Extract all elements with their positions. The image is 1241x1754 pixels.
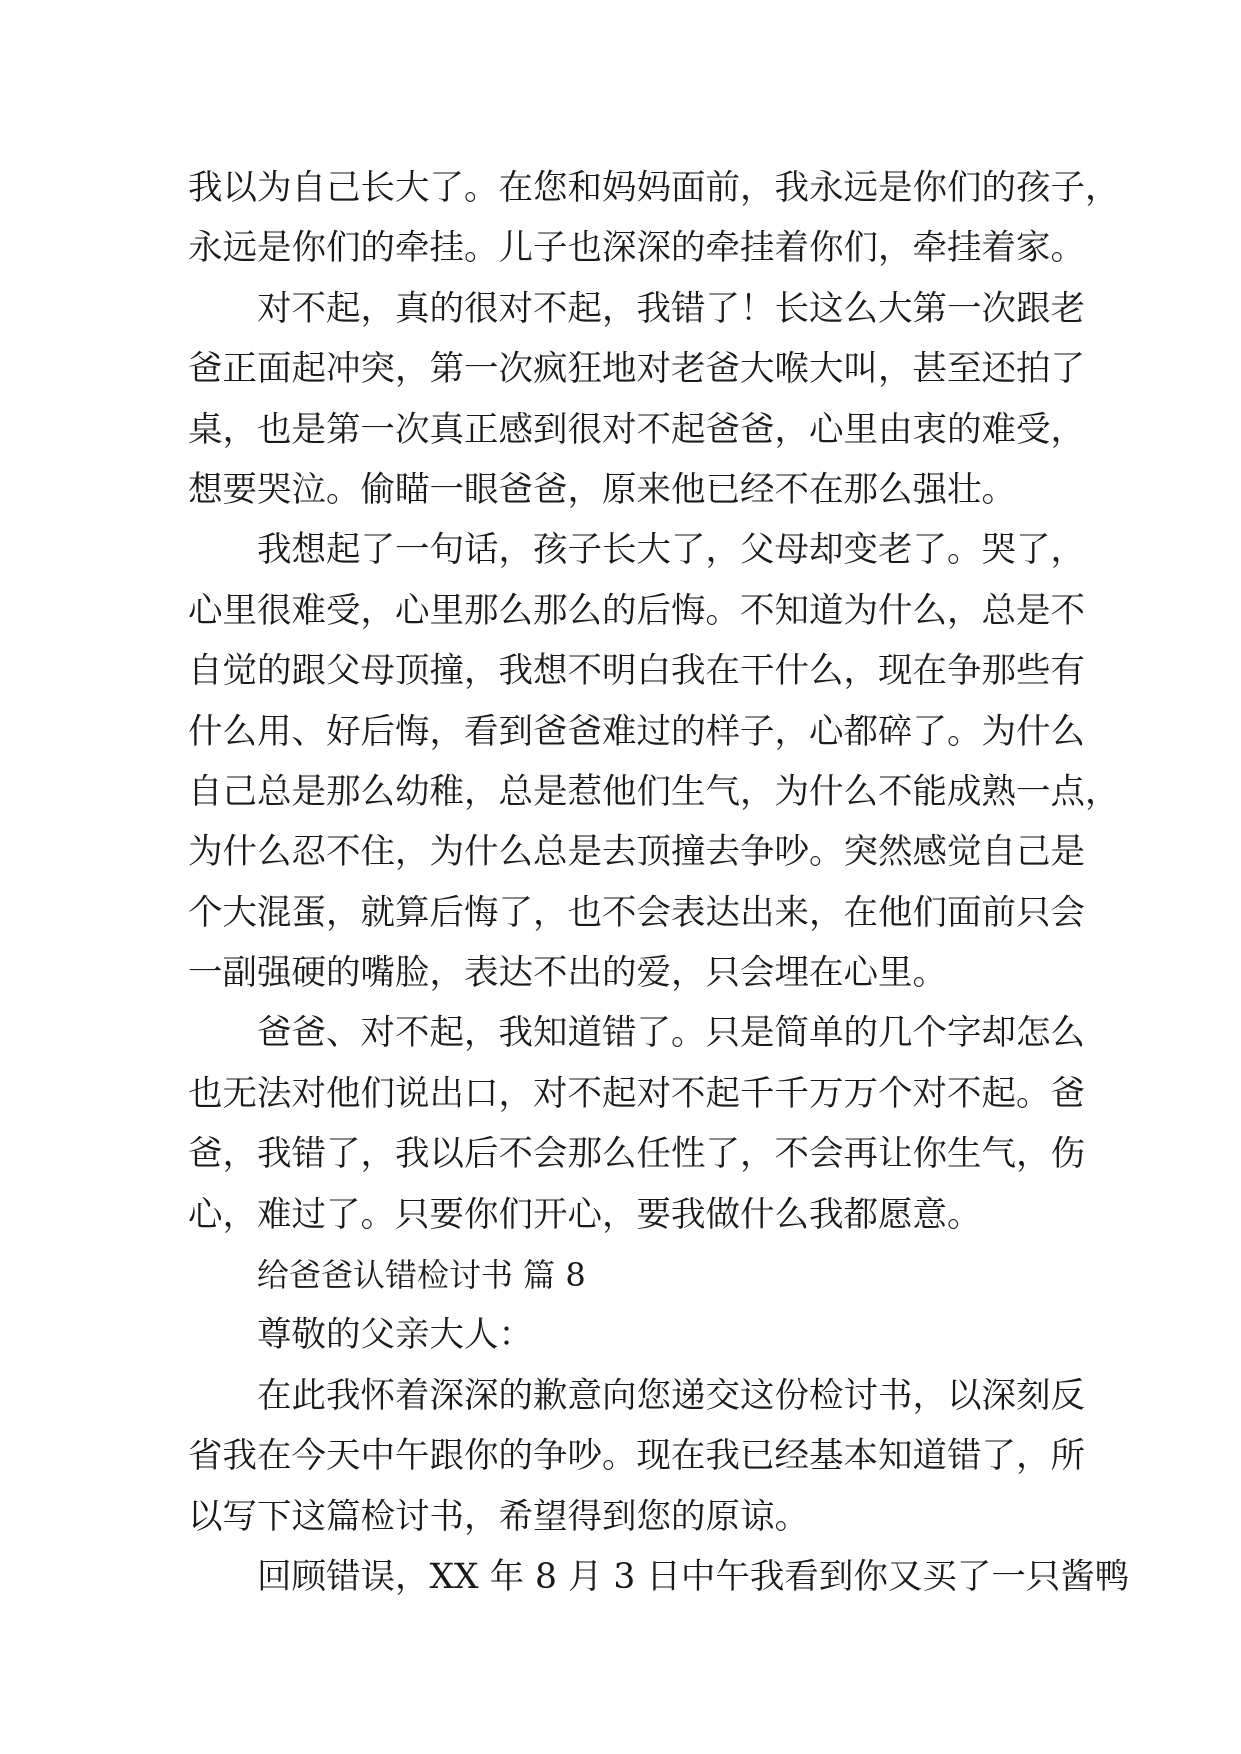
paragraph-start-line: 回顾错误，XX 年 8 月 3 日中午我看到你又买了一只酱鸭 [257,1556,1130,1597]
document-body [188,158,1130,1607]
text-line: 想要哭泣。偷瞄一眼爸爸，原来他已经不在那么强壮。 [188,469,1016,510]
paragraph-start-line: 在此我怀着深深的歉意向您递交这份检讨书，以深刻反 [257,1375,1085,1416]
text-line: 自觉的跟父母顶撞，我想不明白我在干什么，现在争那些有 [188,651,1085,692]
text-line: 个大混蛋，就算后悔了，也不会表达出来，在他们面前只会 [188,892,1085,933]
text-line: 心，难过了。只要你们开心，要我做什么我都愿意。 [188,1194,982,1235]
text-line: 以写下这篇检讨书，希望得到您的原谅。 [188,1496,809,1537]
paragraph-start-line: 对不起，真的很对不起，我错了！长这么大第一次跟老 [257,288,1085,329]
paragraph-start-line: 我想起了一句话，孩子长大了，父母却变老了。哭了， [257,530,1085,571]
text-line: 我以为自己长大了。在您和妈妈面前，我永远是你们的孩子， [188,168,1120,208]
text-line: 桌，也是第一次真正感到很对不起爸爸，心里由衷的难受， [188,409,1085,450]
text-line: 也无法对他们说出口，对不起对不起千千万万个对不起。爸 [188,1073,1085,1114]
text-line: 为什么忍不住，为什么总是去顶撞去争吵。突然感觉自己是 [188,832,1085,873]
text-line: 省我在今天中午跟你的争吵。现在我已经基本知道错了，所 [188,1436,1085,1477]
paragraph-start-line: 爸爸、对不起，我知道错了。只是简单的几个字却怎么 [257,1013,1085,1054]
text-line: 一副强硬的嘴脸，表达不出的爱，只会埋在心里。 [188,953,947,994]
text-line: 爸，我错了，我以后不会那么任性了，不会再让你生气，伤 [188,1134,1085,1175]
section-heading: 给爸爸认错检讨书 篇 8 [257,1256,586,1295]
text-line: 心里很难受，心里那么那么的后悔。不知道为什么，总是不 [188,590,1085,631]
text-line: 自己总是那么幼稚，总是惹他们生气，为什么不能成熟一点， [188,771,1120,812]
text-line: 永远是你们的牵挂。儿子也深深的牵挂着你们，牵挂着家。 [188,228,1085,269]
text-line: 什么用、好后悔，看到爸爸难过的样子，心都碎了。为什么 [188,711,1085,752]
text-line: 爸正面起冲突，第一次疯狂地对老爸大喉大叫，甚至还拍了 [188,349,1085,390]
salutation: 尊敬的父亲大人： [257,1315,533,1356]
